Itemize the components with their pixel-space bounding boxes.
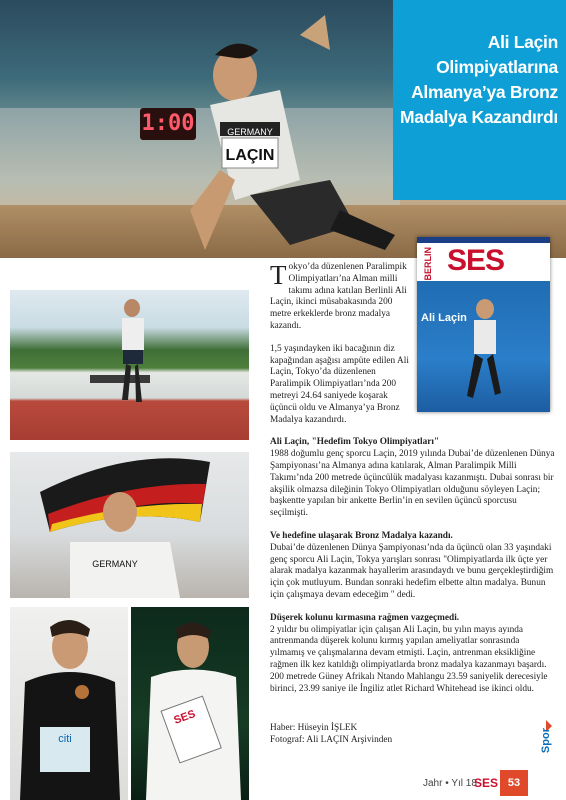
bib-name: LAÇIN [225,147,275,164]
section-heading: Ali Laçin, "Hedefim Tokyo Olimpiyatları" [270,437,440,448]
magazine-figure [131,607,249,800]
section-heading: Ve hedefine ulaşarak Bronz Madalya kazandı. [270,530,453,541]
photo-training [10,290,249,440]
photo-credit: Fotograf: Ali LAÇIN Arşivinden [270,735,393,745]
article-section-3: Ali Laçin, "Hedefim Tokyo Olimpiyatları" 1988 doğumlu genç sporcu Laçin, 2019 yılında Dubai’de düzenlenen Dünya Şampiyonası’na Almanya adına katılarak, Alman Paralimpik Milli Takımı’nda 200 metrede üçüncülük madalyası kazanmıştı. Dubai sonrası bir akşilik olmazsa dileğinin Tokyo Olimpiyatları olduğunu söyleyen Laçin; başkentte yapılan bir ankette Berlin’in en sevilen üçüncü sporcusu seçilmişti. [270,437,555,519]
article-section-4: Ve hedefine ulaşarak Bronz Madalya kazandı. Dubai’de düzenlenen Dünya Şampiyonası’nda da üçüncü olan 33 yaşındaki genç sporcu Ali Laçin, Tokya yarışları sonrası "Olimpiyatlarda ilk üçte yer alarak madalya kazanmak hayallerim arasındaydı ve bunu gerçekleştirdiğim için çok mutluyum. Bundan sonraki hedefim elbette altın madalya. Bunun için çalışmaya devam edeceğim " dedi. [270,530,554,600]
bib-country-small: GERMANY [92,559,138,569]
training-figure [10,290,249,440]
credits [270,722,392,746]
page-number: 53 [500,770,528,796]
section-label: Spor [540,728,552,754]
footer-logo: SES [474,776,499,790]
photo-medal [10,607,128,800]
page-title: Ali Laçin Olimpiyatlarına Almanya’ya Bronz Madalya Kazandırdı [400,32,558,127]
cover-band [417,237,550,243]
section-heading: Düşerek kolunu kırmasına rağmen vazgeçmedi. [270,612,460,623]
medal-figure [10,607,128,800]
photo-flag [10,452,249,598]
drop-cap: T [270,260,287,290]
athlete-figure [180,10,410,255]
article-paragraph-2: 1,5 yaşındayken iki bacağının diz kapağından aşağısı ampüte edilen Ali Laçin, Tokyo’da düzenlenen Paralimpik Olimpiyatları’nda 200 metreyi 24.64 saniyede koşarak üçüncü oldu ve Almanya’ya Bronz Madalya kazandırdı. [270,343,409,425]
article-section-5: Düşerek kolunu kırmasına rağmen vazgeçmedi. 2 yıldır bu olimpiyatlar için çalışan Ali Laçin, bu yılın mayıs ayında antrenmanda düşerek kolunu kırmış yapılan ameliyatlar sonrasında yılmamış ve çalışmalarına devam etmişti. Laçin, antrenman eksikliğine rağmen ilk kez katıldığı olimpiyatlarda bronz madalya kazanmayı başardı. 200 metrede Güney Afrikalı Ntando Mahlangu 23.59 saniyelik derecesiyle birinci, 23.99 saniye ile İngiliz atlet Richard Whitehead ise ikinci oldu. [270,613,555,696]
bib-country: GERMANY [227,127,273,137]
article-body [270,262,555,706]
photo-magazine [131,607,249,800]
article-paragraph-1: Tokyo’da düzenlenen Paralimpik Olimpiyatları’na Alman milli takımı adına katılan Berlinli Ali Laçin, ikinci müsabakasında 200 metre erkeklerde bronz madalya kazandı. [270,260,407,331]
cover-headline: Ali Laçin [421,312,467,324]
hero-clock: 1:00 [140,108,196,140]
small-cover-logo: SES [172,708,198,727]
cover-logo: SES [447,244,505,277]
cover-side-text: BERLIN [423,247,433,281]
author-credit: Haber: Hüseyin İŞLEK [270,723,358,733]
flag-figure [10,452,249,598]
citi-sign: citi [58,733,72,745]
footer-issue: Jahr • Yıl 18 [423,778,477,789]
